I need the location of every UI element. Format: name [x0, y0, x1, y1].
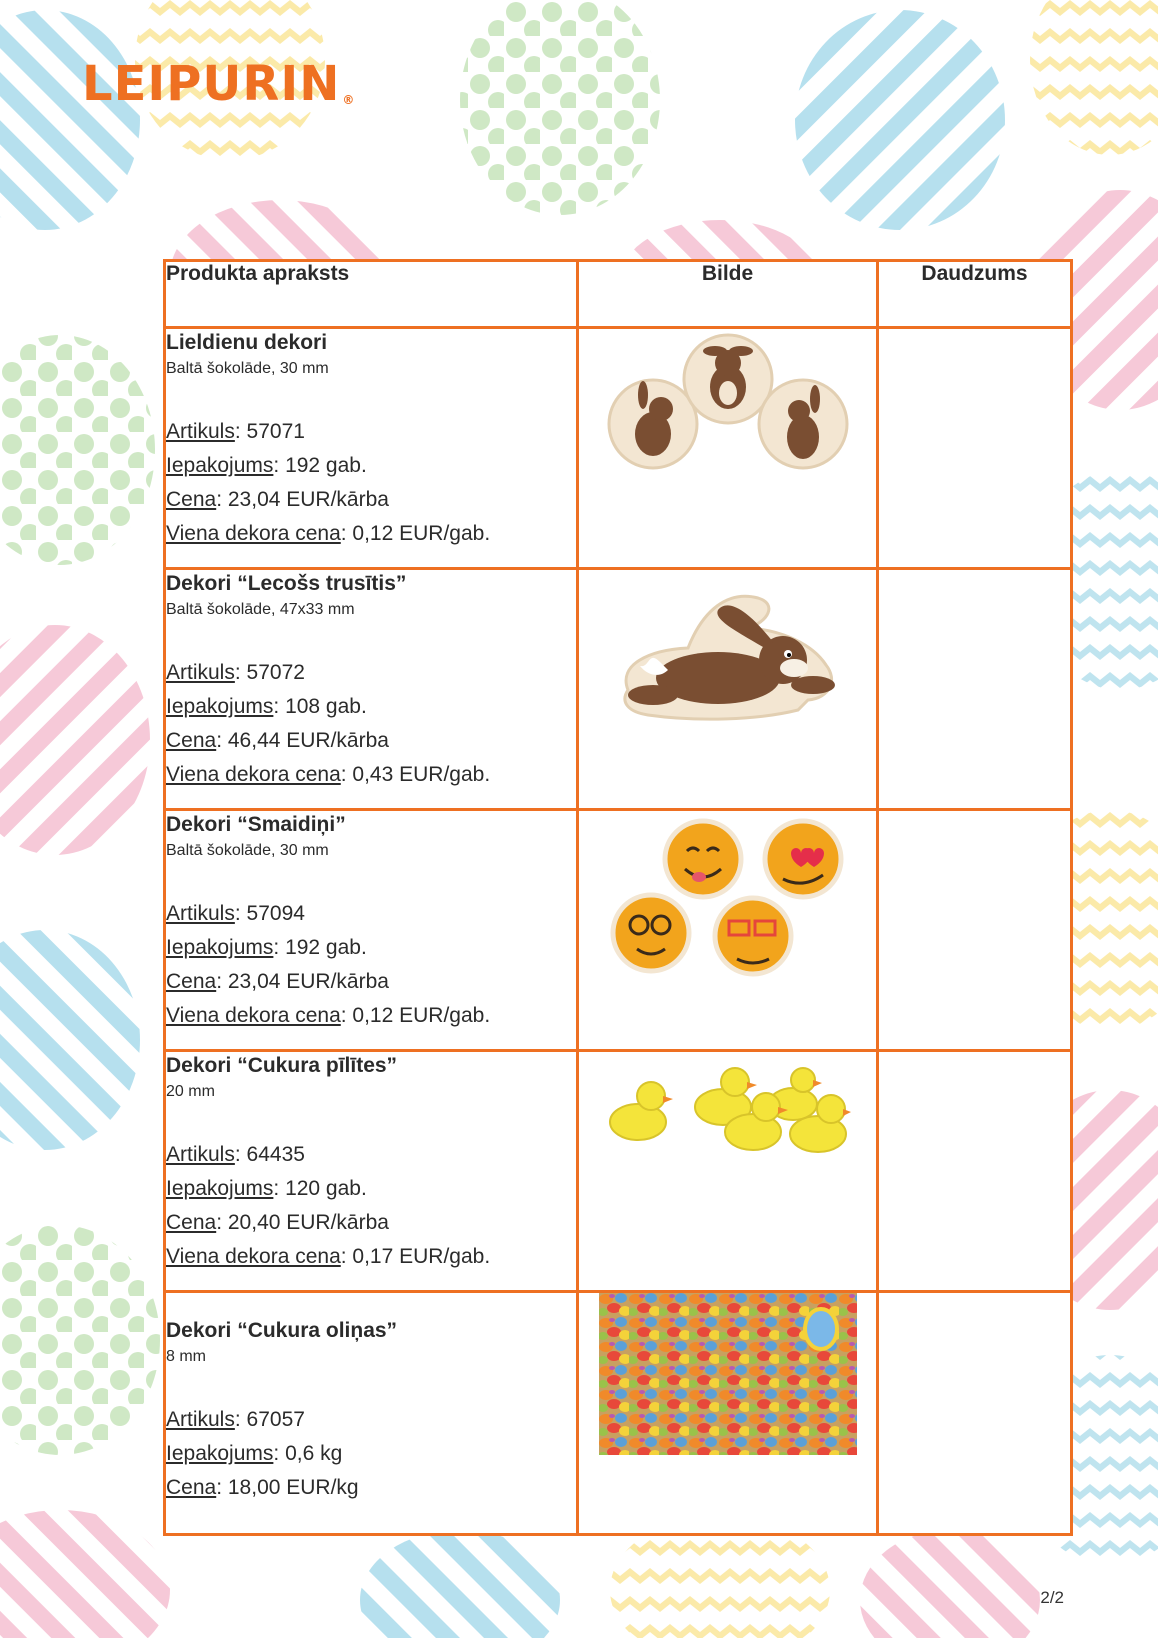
product-description — [165, 810, 578, 1051]
product-image-cell — [578, 1051, 878, 1292]
sugar-egg-sprinkles-image — [599, 1293, 857, 1455]
product-name: Dekori “Lecošs trusītis” — [166, 572, 407, 595]
price-value: 20,40 EUR/kārba — [227, 1211, 389, 1234]
table-row — [165, 1051, 1072, 1292]
article-line: Artikuls: 67057 — [166, 1408, 305, 1431]
price-line: Cena: 23,04 EUR/kārba — [166, 488, 389, 511]
packaging-value: 108 gab. — [285, 695, 367, 718]
product-description — [165, 1292, 578, 1535]
product-image-cell — [578, 569, 878, 810]
packaging-value: 120 gab. — [285, 1177, 367, 1200]
article-value: 67057 — [246, 1408, 305, 1431]
bunny-decor-image — [603, 329, 853, 479]
product-subtitle: Baltā šokolāde, 30 mm — [166, 360, 329, 377]
price-value: 18,00 EUR/kg — [227, 1476, 359, 1499]
price-line: Cena: 23,04 EUR/kārba — [166, 970, 389, 993]
unit-price-line: Viena dekora cena: 0,12 EUR/gab. — [166, 522, 491, 545]
packaging-line: Iepakojums: 192 gab. — [166, 454, 367, 477]
header-image: Bilde — [578, 261, 878, 328]
packaging-value: 192 gab. — [285, 454, 367, 477]
article-value: 57071 — [246, 420, 305, 443]
article-line: Artikuls: 57094 — [166, 902, 305, 925]
packaging-line: Iepakojums: 120 gab. — [166, 1177, 367, 1200]
article-value: 57094 — [246, 902, 305, 925]
leipurin-logo: LEIPURIN ® — [82, 56, 356, 112]
price-line: Cena: 18,00 EUR/kg — [166, 1476, 359, 1499]
article-line: Artikuls: 57071 — [166, 420, 305, 443]
quantity-cell[interactable] — [878, 1051, 1072, 1292]
price-line: Cena: 46,44 EUR/kārba — [166, 729, 389, 752]
quantity-cell[interactable] — [878, 1292, 1072, 1535]
unit-price-line: Viena dekora cena: 0,17 EUR/gab. — [166, 1245, 491, 1268]
packaging-value: 192 gab. — [285, 936, 367, 959]
product-image-cell — [578, 810, 878, 1051]
unit-price-value: 0,12 EUR/gab. — [352, 522, 491, 545]
article-line: Artikuls: 64435 — [166, 1143, 305, 1166]
product-image-cell — [578, 1292, 878, 1535]
smiley-decor-image — [603, 811, 853, 981]
product-image-cell — [578, 328, 878, 569]
quantity-cell[interactable] — [878, 328, 1072, 569]
price-value: 46,44 EUR/kārba — [227, 729, 389, 752]
header-quantity: Daudzums — [878, 261, 1072, 328]
page-number: 2/2 — [1040, 1588, 1064, 1607]
product-description — [165, 328, 578, 569]
unit-price-line: Viena dekora cena: 0,43 EUR/gab. — [166, 763, 491, 786]
article-value: 64435 — [246, 1143, 305, 1166]
unit-price-value: 0,17 EUR/gab. — [352, 1245, 491, 1268]
article-line: Artikuls: 57072 — [166, 661, 305, 684]
packaging-value: 0,6 kg — [285, 1442, 343, 1465]
price-value: 23,04 EUR/kārba — [227, 970, 389, 993]
price-value: 23,04 EUR/kārba — [227, 488, 389, 511]
product-name: Dekori “Cukura oliņas” — [166, 1319, 398, 1342]
product-name: Dekori “Smaidiņi” — [166, 813, 346, 836]
sugar-duck-image — [603, 1052, 853, 1162]
product-description — [165, 1051, 578, 1292]
quantity-cell[interactable] — [878, 810, 1072, 1051]
quantity-cell[interactable] — [878, 569, 1072, 810]
price-line: Cena: 20,40 EUR/kārba — [166, 1211, 389, 1234]
product-subtitle: Baltā šokolāde, 47x33 mm — [166, 601, 355, 618]
table-row — [165, 569, 1072, 810]
jumping-bunny-image — [608, 570, 848, 740]
product-name: Lieldienu dekori — [166, 331, 328, 354]
product-name: Dekori “Cukura pīlītes” — [166, 1054, 398, 1077]
packaging-line: Iepakojums: 108 gab. — [166, 695, 367, 718]
table-row — [165, 328, 1072, 569]
unit-price-value: 0,43 EUR/gab. — [352, 763, 491, 786]
table-row — [165, 810, 1072, 1051]
packaging-line: Iepakojums: 0,6 kg — [166, 1442, 343, 1465]
packaging-line: Iepakojums: 192 gab. — [166, 936, 367, 959]
unit-price-line: Viena dekora cena: 0,12 EUR/gab. — [166, 1004, 491, 1027]
product-subtitle: 20 mm — [166, 1083, 215, 1100]
product-table — [163, 259, 1073, 1536]
product-subtitle: 8 mm — [166, 1348, 206, 1365]
table-header-row — [165, 261, 1072, 328]
header-description: Produkta apraksts — [165, 261, 578, 328]
product-description — [165, 569, 578, 810]
unit-price-value: 0,12 EUR/gab. — [352, 1004, 491, 1027]
table-row — [165, 1292, 1072, 1535]
product-subtitle: Baltā šokolāde, 30 mm — [166, 842, 329, 859]
article-value: 57072 — [246, 661, 305, 684]
